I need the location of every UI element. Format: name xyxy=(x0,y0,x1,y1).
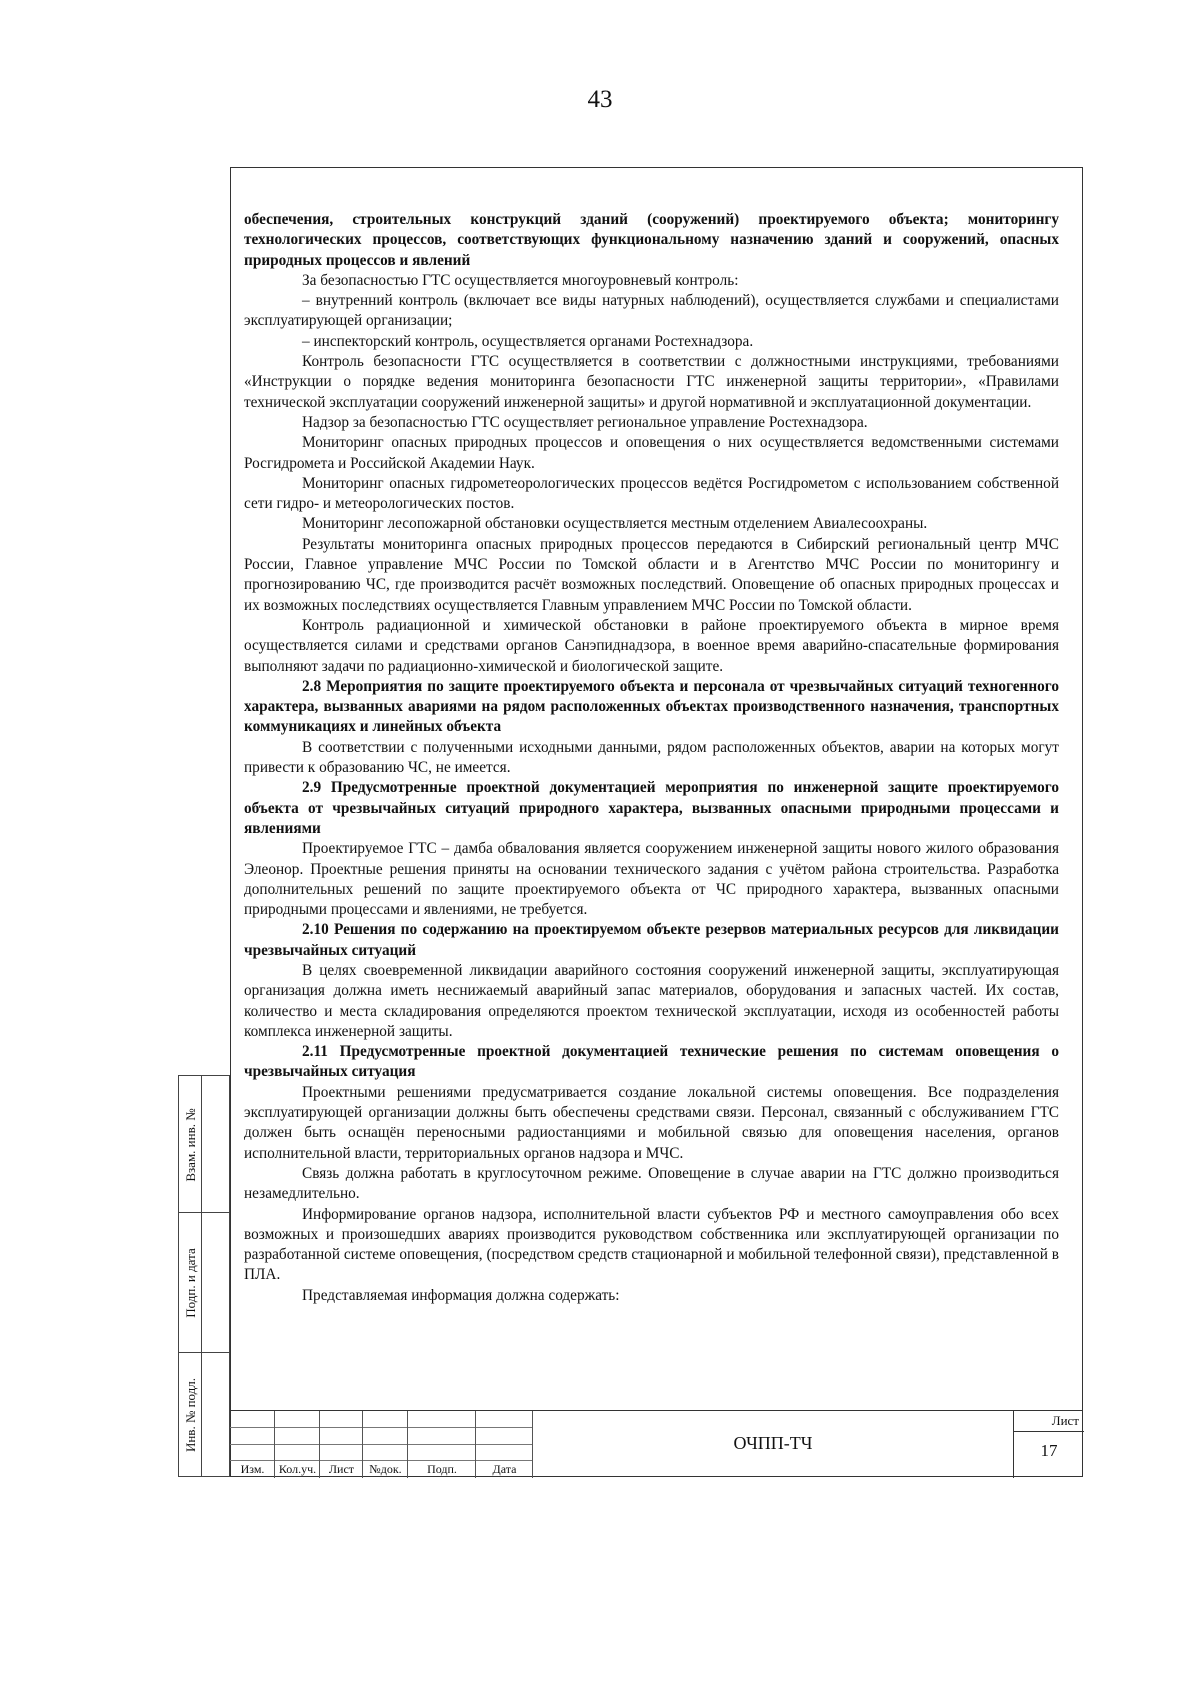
paragraph: Результаты мониторинга опасных природных процессов передаются в Сибирский региональный центр МЧС России, Главное управление МЧС России по Томской области и в Агентство МЧС России по мониторингу и прогнозированию ЧС, где производится расчёт возможных последствий. Оповещение об опасных природных процессах и их возможных последствиях осуществляется Главным управлением МЧС России по Томской области. xyxy=(244,535,1059,614)
section-heading-2-8: 2.8 Мероприятия по защите проектируемого объекта и персонала от чрезвычайных ситуаций техногенного характера, вызванных авариями на рядом расположенных объектах производственного назначения, транспортных коммуникациях и линейных объекта xyxy=(244,677,1059,736)
side-label-inv: Инв. № подл. xyxy=(183,1377,198,1453)
section-heading-2-11: 2.11 Предусмотренные проектной документацией технические решения по системам оповещения о чрезвычайных ситуация xyxy=(244,1043,1059,1081)
document-code: ОЧПП-ТЧ xyxy=(733,1433,813,1453)
document-body xyxy=(244,210,1059,1306)
paragraph: Мониторинг опасных гидрометеорологических процессов ведётся Росгидрометом с использованием собственной сети гидро- и метеорологических постов. xyxy=(244,474,1059,513)
stamp-col-list: Лист xyxy=(328,1462,355,1476)
paragraph: Мониторинг лесопожарной обстановки осуществляется местным отделением Авиалесоохраны. xyxy=(302,515,928,533)
section-heading-2-10: 2.10 Решения по содержанию на проектируемом объекте резервов материальных ресурсов для ликвидации чрезвычайных ситуаций xyxy=(244,921,1059,959)
side-cell-inv-value xyxy=(202,1353,230,1477)
section-heading-2-9: 2.9 Предусмотренные проектной документацией мероприятия по инженерной защите проектируемого объекта от чрезвычайных ситуаций природного характера, вызванных опасными природными процессами и явлениями xyxy=(244,779,1059,837)
title-block xyxy=(230,1410,1083,1477)
side-label-podp: Подп. и дата xyxy=(183,1248,198,1318)
paragraph: Связь должна работать в круглосуточном режиме. Оповещение в случае аварии на ГТС должно производиться незамедлительно. xyxy=(244,1164,1059,1203)
sheet-divider xyxy=(1014,1431,1084,1432)
side-cell-vzam xyxy=(178,1075,202,1213)
paragraph: – внутренний контроль (включает все виды натурных наблюдений), осуществляется службами и специалистами эксплуатирующей организации; xyxy=(244,292,1059,330)
paragraph: Контроль безопасности ГТС осуществляется в соответствии с должностными инструкциями, требованиями «Инструкции о порядке ведения мониторинга безопасности ГТС инженерной защиты территории», «Правилами технической эксплуатации сооружений инженерной защиты» и другой нормативной и эксплуатационной документации. xyxy=(244,353,1059,411)
side-cell-vzam-value xyxy=(202,1075,230,1213)
paragraph: Проектируемое ГТС – дамба обвалования является сооружением инженерной защиты нового жилого образования Элеонор. Проектные решения приняты на основании технического задания с учётом района строительства. Разработка дополнительных решений по защите проектируемого объекта от ЧС природного характера, вызванных опасными природными процессами и явлениями, не требуется. xyxy=(244,840,1059,919)
paragraph: В целях своевременной ликвидации аварийного состояния сооружений инженерной защиты, эксплуатирующая организация должна иметь неснижаемый аварийный запас материалов, оборудования и запасных частей. Их состав, количество и места складирования определяются проектом технической эксплуатации, исходя из особенностей работы комплекса инженерной защиты. xyxy=(244,961,1059,1040)
paragraph: Информирование органов надзора, исполнительной власти субъектов РФ и местного самоуправления обо всех возможных и произошедших авариях производится руководством собственника или эксплуатирующей организации по разработанной системе оповещения, (посредством средств стационарной и мобильной телефонной связи), представленной в ПЛА. xyxy=(244,1205,1059,1284)
sheet-label: Лист xyxy=(1051,1413,1079,1428)
paragraph: – инспекторский контроль, осуществляется органами Ростехнадзора. xyxy=(302,332,754,350)
side-label-vzam: Взам. инв. № xyxy=(183,1108,198,1182)
paragraph: Мониторинг опасных природных процессов и оповещения о них осуществляется ведомственными системами Росгидромета и Российской Академии Наук. xyxy=(244,434,1059,472)
paragraph: Представляемая информация должна содержать: xyxy=(302,1286,620,1304)
stamp-col-podp: Подп. xyxy=(427,1462,457,1476)
sheet-number: 17 xyxy=(1040,1441,1058,1460)
paragraph: обеспечения, строительных конструкций зданий (сооружений) проектируемого объекта; мониторингу технологических процессов, соответствующих функциональному назначению зданий и сооружений, опасных природных процессов и явлений xyxy=(244,211,1059,269)
side-cell-inv xyxy=(178,1353,202,1477)
sheet-box xyxy=(1013,1411,1083,1478)
paragraph: Проектными решениями предусматривается создание локальной системы оповещения. Все подразделения эксплуатирующей организации должны быть обеспечены средствами связи. Персонал, связанный с обслуживанием ГТС должен быть оснащён переносными радиостанциями и мобильной связью для оповещения населения, органов исполнительной власти, территориальных органов надзора и МЧС. xyxy=(244,1083,1059,1162)
stamp-col-ndok: №док. xyxy=(369,1462,402,1476)
side-cell-podp-value xyxy=(202,1213,230,1353)
stamp-col-data: Дата xyxy=(492,1462,517,1476)
paragraph: За безопасностью ГТС осуществляется многоуровневый контроль: xyxy=(302,271,739,289)
side-cell-podp xyxy=(178,1213,202,1353)
page-number: 43 xyxy=(587,86,613,113)
paragraph: В соответствии с полученными исходными данными, рядом расположенных объектов, аварии на которых могут привести к образованию ЧС, не имеется. xyxy=(244,738,1059,777)
stamp-col-koluch: Кол.уч. xyxy=(278,1462,317,1476)
paragraph: Контроль радиационной и химической обстановки в районе проектируемого объекта в мирное время осуществляется силами и средствами органов Санэпиднадзора, в военное время аварийно-спасательные формирования выполняют задачи по радиационно-химической и биологической защите. xyxy=(244,616,1059,675)
stamp-col-izm: Изм. xyxy=(240,1462,265,1476)
paragraph: Надзор за безопасностью ГТС осуществляет региональное управление Ростехнадзора. xyxy=(302,413,868,431)
side-stamp xyxy=(178,1075,230,1477)
